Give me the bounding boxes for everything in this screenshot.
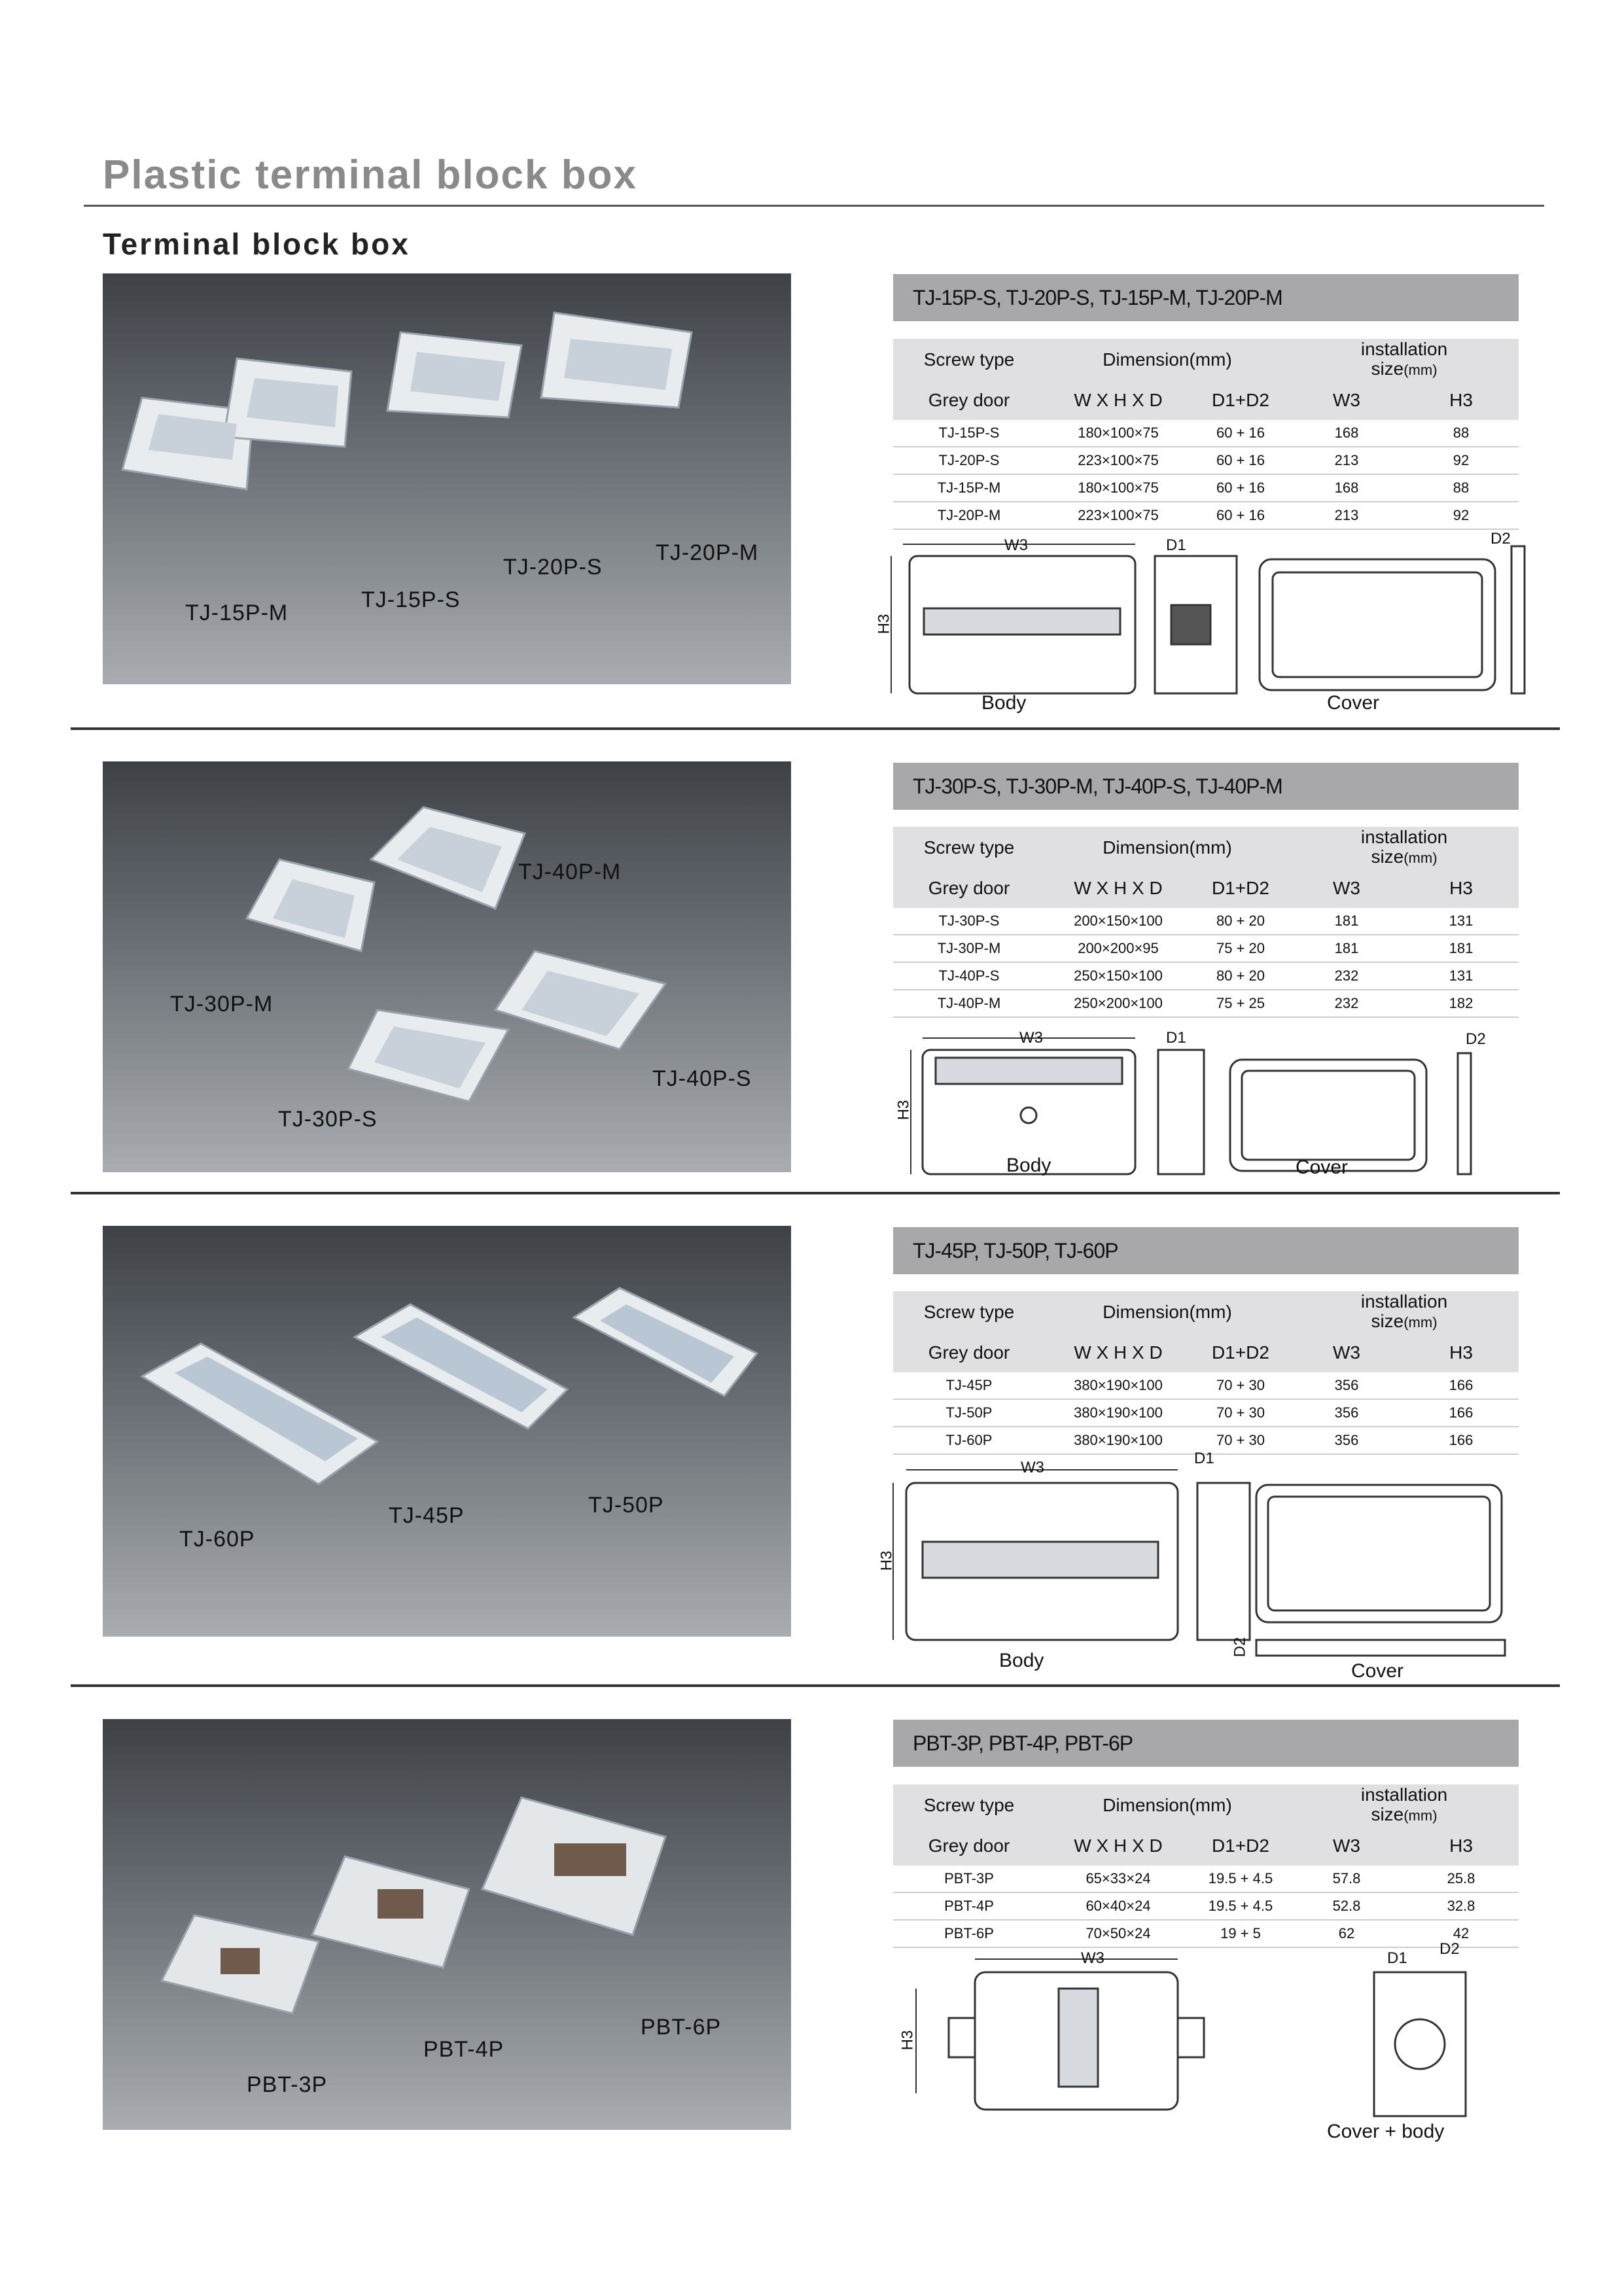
drawing-caption-cover: Cover xyxy=(1351,1660,1404,1682)
d1d2-cell: 75 + 25 xyxy=(1192,990,1290,1017)
d1d2-cell: 70 + 30 xyxy=(1192,1427,1290,1454)
w3-cell: 232 xyxy=(1290,990,1403,1017)
drawing-label-h3: H3 xyxy=(898,2030,917,2051)
w3-cell: 356 xyxy=(1290,1427,1403,1454)
drawing-caption-cover-body: Cover + body xyxy=(1327,2121,1445,2142)
photo-label: PBT-6P xyxy=(641,2015,722,2040)
table-row xyxy=(893,474,1519,502)
dim-cell: 380×190×100 xyxy=(1045,1399,1192,1427)
header-grey-door: Grey door xyxy=(893,1826,1045,1866)
series-header: PBT-3P, PBT-4P, PBT-6P xyxy=(893,1720,1519,1767)
drawing-label-w3: W3 xyxy=(1021,1459,1044,1476)
header-dimension: Dimension(mm) xyxy=(1045,339,1290,381)
header-h3: H3 xyxy=(1403,1826,1519,1866)
h3-cell: 32.8 xyxy=(1403,1892,1519,1920)
header-w3: W3 xyxy=(1290,381,1403,420)
w3-cell: 213 xyxy=(1290,447,1403,474)
drawing-label-d2: D2 xyxy=(1439,1940,1460,1958)
drawing-label-w3: W3 xyxy=(1004,536,1028,554)
photo-label: TJ-30P-M xyxy=(170,992,274,1017)
table-row xyxy=(893,420,1519,447)
h3-cell: 166 xyxy=(1403,1372,1519,1399)
spec-table xyxy=(893,1784,1519,1948)
header-grey-door: Grey door xyxy=(893,381,1045,420)
product-photo-2 xyxy=(103,761,791,1172)
header-wxhxd: W X H X D xyxy=(1045,1333,1192,1372)
drawing-caption-cover: Cover xyxy=(1327,692,1380,714)
w3-cell: 356 xyxy=(1290,1399,1403,1427)
header-dimension: Dimension(mm) xyxy=(1045,827,1290,869)
dim-cell: 250×200×100 xyxy=(1045,990,1192,1017)
drawing-caption-body: Body xyxy=(1006,1155,1051,1176)
section-subtitle: Terminal block box xyxy=(103,227,410,261)
drawing-label-h3: H3 xyxy=(875,614,893,635)
drawing-label-d1: D1 xyxy=(1387,1949,1407,1967)
photo-label: TJ-15P-S xyxy=(361,587,461,612)
dim-cell: 223×100×75 xyxy=(1045,447,1192,474)
dim-cell: 223×100×75 xyxy=(1045,502,1192,529)
h3-cell: 131 xyxy=(1403,908,1519,935)
drawing-label-d2: D2 xyxy=(1466,1030,1486,1048)
h3-cell: 92 xyxy=(1403,447,1519,474)
model-cell: TJ-30P-S xyxy=(893,908,1045,935)
table-row xyxy=(893,990,1519,1017)
product-photo-1 xyxy=(103,273,791,684)
w3-cell: 52.8 xyxy=(1290,1892,1403,1920)
page-title: Plastic terminal block box xyxy=(103,152,637,198)
header-wxhxd: W X H X D xyxy=(1045,1826,1192,1866)
dim-cell: 65×33×24 xyxy=(1045,1866,1192,1892)
model-cell: TJ-45P xyxy=(893,1372,1045,1399)
model-cell: PBT-3P xyxy=(893,1866,1045,1892)
model-cell: TJ-15P-M xyxy=(893,474,1045,502)
d1d2-cell: 70 + 30 xyxy=(1192,1372,1290,1399)
table-row xyxy=(893,935,1519,962)
header-h3: H3 xyxy=(1403,381,1519,420)
table-row xyxy=(893,962,1519,990)
photo-label: TJ-50P xyxy=(588,1493,664,1518)
header-installation: installation size(mm) xyxy=(1290,827,1519,869)
section-separator xyxy=(71,1192,1560,1194)
header-grey-door: Grey door xyxy=(893,1333,1045,1372)
header-d1d2: D1+D2 xyxy=(1192,1826,1290,1866)
section-separator xyxy=(71,1684,1560,1687)
model-cell: TJ-50P xyxy=(893,1399,1045,1427)
table-row xyxy=(893,908,1519,935)
header-screw-type: Screw type xyxy=(893,1784,1045,1826)
photo-label: TJ-30P-S xyxy=(278,1107,378,1132)
d1d2-cell: 80 + 20 xyxy=(1192,962,1290,990)
h3-cell: 166 xyxy=(1403,1427,1519,1454)
table-row xyxy=(893,1920,1519,1947)
d1d2-cell: 70 + 30 xyxy=(1192,1399,1290,1427)
header-d1d2: D1+D2 xyxy=(1192,381,1290,420)
w3-cell: 181 xyxy=(1290,935,1403,962)
d1d2-cell: 19.5 + 4.5 xyxy=(1192,1866,1290,1892)
w3-cell: 232 xyxy=(1290,962,1403,990)
h3-cell: 25.8 xyxy=(1403,1866,1519,1892)
spec-table xyxy=(893,827,1519,1018)
header-screw-type: Screw type xyxy=(893,827,1045,869)
w3-cell: 356 xyxy=(1290,1372,1403,1399)
header-h3: H3 xyxy=(1403,1333,1519,1372)
drawing-label-d1: D1 xyxy=(1194,1450,1214,1467)
model-cell: TJ-20P-S xyxy=(893,447,1045,474)
spec-table xyxy=(893,339,1519,530)
d1d2-cell: 75 + 20 xyxy=(1192,935,1290,962)
series-header: TJ-30P-S, TJ-30P-M, TJ-40P-S, TJ-40P-M xyxy=(893,763,1519,810)
drawing-label-w3: W3 xyxy=(1081,1949,1104,1967)
header-w3: W3 xyxy=(1290,1826,1403,1866)
spec-table xyxy=(893,1291,1519,1455)
header-screw-type: Screw type xyxy=(893,339,1045,381)
drawing-label-d1: D1 xyxy=(1166,536,1186,554)
d1d2-cell: 80 + 20 xyxy=(1192,908,1290,935)
h3-cell: 181 xyxy=(1403,935,1519,962)
dim-cell: 380×190×100 xyxy=(1045,1427,1192,1454)
drawing-caption-body: Body xyxy=(999,1650,1044,1671)
d1d2-cell: 60 + 16 xyxy=(1192,420,1290,447)
header-dimension: Dimension(mm) xyxy=(1045,1291,1290,1333)
technical-drawing xyxy=(877,530,1531,716)
dim-cell: 380×190×100 xyxy=(1045,1372,1192,1399)
table-row xyxy=(893,502,1519,529)
h3-cell: 92 xyxy=(1403,502,1519,529)
section-separator xyxy=(71,727,1560,730)
title-divider xyxy=(84,205,1544,207)
w3-cell: 62 xyxy=(1290,1920,1403,1947)
dim-cell: 70×50×24 xyxy=(1045,1920,1192,1947)
drawing-caption-cover: Cover xyxy=(1296,1157,1349,1178)
dim-cell: 200×200×95 xyxy=(1045,935,1192,962)
model-cell: TJ-15P-S xyxy=(893,420,1045,447)
h3-cell: 182 xyxy=(1403,990,1519,1017)
series-header: TJ-15P-S, TJ-20P-S, TJ-15P-M, TJ-20P-M xyxy=(893,274,1519,321)
header-installation: installation size(mm) xyxy=(1290,339,1519,381)
header-w3: W3 xyxy=(1290,869,1403,908)
model-cell: PBT-6P xyxy=(893,1920,1045,1947)
model-cell: TJ-40P-M xyxy=(893,990,1045,1017)
dim-cell: 60×40×24 xyxy=(1045,1892,1192,1920)
drawing-label-d2: D2 xyxy=(1231,1637,1249,1658)
dim-cell: 250×150×100 xyxy=(1045,962,1192,990)
d1d2-cell: 19.5 + 4.5 xyxy=(1192,1892,1290,1920)
model-cell: TJ-20P-M xyxy=(893,502,1045,529)
photo-label: TJ-40P-S xyxy=(652,1066,752,1091)
header-d1d2: D1+D2 xyxy=(1192,1333,1290,1372)
model-cell: PBT-4P xyxy=(893,1892,1045,1920)
table-row xyxy=(893,1372,1519,1399)
d1d2-cell: 19 + 5 xyxy=(1192,1920,1290,1947)
header-h3: H3 xyxy=(1403,869,1519,908)
h3-cell: 42 xyxy=(1403,1920,1519,1947)
photo-label: PBT-3P xyxy=(247,2072,328,2097)
dim-cell: 200×150×100 xyxy=(1045,908,1192,935)
technical-drawing xyxy=(877,1450,1531,1686)
h3-cell: 166 xyxy=(1403,1399,1519,1427)
photo-label: PBT-4P xyxy=(423,2037,504,2062)
dim-cell: 180×100×75 xyxy=(1045,420,1192,447)
w3-cell: 57.8 xyxy=(1290,1866,1403,1892)
h3-cell: 88 xyxy=(1403,474,1519,502)
drawing-label-w3: W3 xyxy=(1019,1029,1043,1047)
technical-drawing xyxy=(877,1017,1531,1197)
d1d2-cell: 60 + 16 xyxy=(1192,502,1290,529)
header-screw-type: Screw type xyxy=(893,1291,1045,1333)
h3-cell: 131 xyxy=(1403,962,1519,990)
header-installation: installation size(mm) xyxy=(1290,1784,1519,1826)
header-d1d2: D1+D2 xyxy=(1192,869,1290,908)
technical-drawing xyxy=(877,1940,1531,2149)
table-row xyxy=(893,1866,1519,1892)
drawing-label-h3: H3 xyxy=(894,1100,913,1121)
photo-label: TJ-15P-M xyxy=(185,600,289,625)
drawing-label-d1: D1 xyxy=(1166,1029,1186,1047)
d1d2-cell: 60 + 16 xyxy=(1192,447,1290,474)
h3-cell: 88 xyxy=(1403,420,1519,447)
product-photo-4 xyxy=(103,1719,791,2130)
product-photo-3 xyxy=(103,1226,791,1637)
drawing-label-h3: H3 xyxy=(877,1550,896,1571)
model-cell: TJ-60P xyxy=(893,1427,1045,1454)
photo-label: TJ-45P xyxy=(389,1503,465,1528)
photo-label: TJ-40P-M xyxy=(518,860,622,884)
w3-cell: 168 xyxy=(1290,420,1403,447)
photo-label: TJ-20P-M xyxy=(656,540,759,565)
table-row xyxy=(893,447,1519,474)
header-wxhxd: W X H X D xyxy=(1045,869,1192,908)
w3-cell: 168 xyxy=(1290,474,1403,502)
dim-cell: 180×100×75 xyxy=(1045,474,1192,502)
w3-cell: 181 xyxy=(1290,908,1403,935)
header-grey-door: Grey door xyxy=(893,869,1045,908)
series-header: TJ-45P, TJ-50P, TJ-60P xyxy=(893,1227,1519,1274)
w3-cell: 213 xyxy=(1290,502,1403,529)
photo-label: TJ-60P xyxy=(179,1527,255,1552)
table-row xyxy=(893,1892,1519,1920)
header-wxhxd: W X H X D xyxy=(1045,381,1192,420)
d1d2-cell: 60 + 16 xyxy=(1192,474,1290,502)
photo-label: TJ-20P-S xyxy=(503,555,603,580)
drawing-caption-body: Body xyxy=(981,692,1027,714)
drawing-label-d2: D2 xyxy=(1491,530,1511,548)
header-w3: W3 xyxy=(1290,1333,1403,1372)
model-cell: TJ-30P-M xyxy=(893,935,1045,962)
table-row xyxy=(893,1399,1519,1427)
model-cell: TJ-40P-S xyxy=(893,962,1045,990)
header-dimension: Dimension(mm) xyxy=(1045,1784,1290,1826)
header-installation: installation size(mm) xyxy=(1290,1291,1519,1333)
